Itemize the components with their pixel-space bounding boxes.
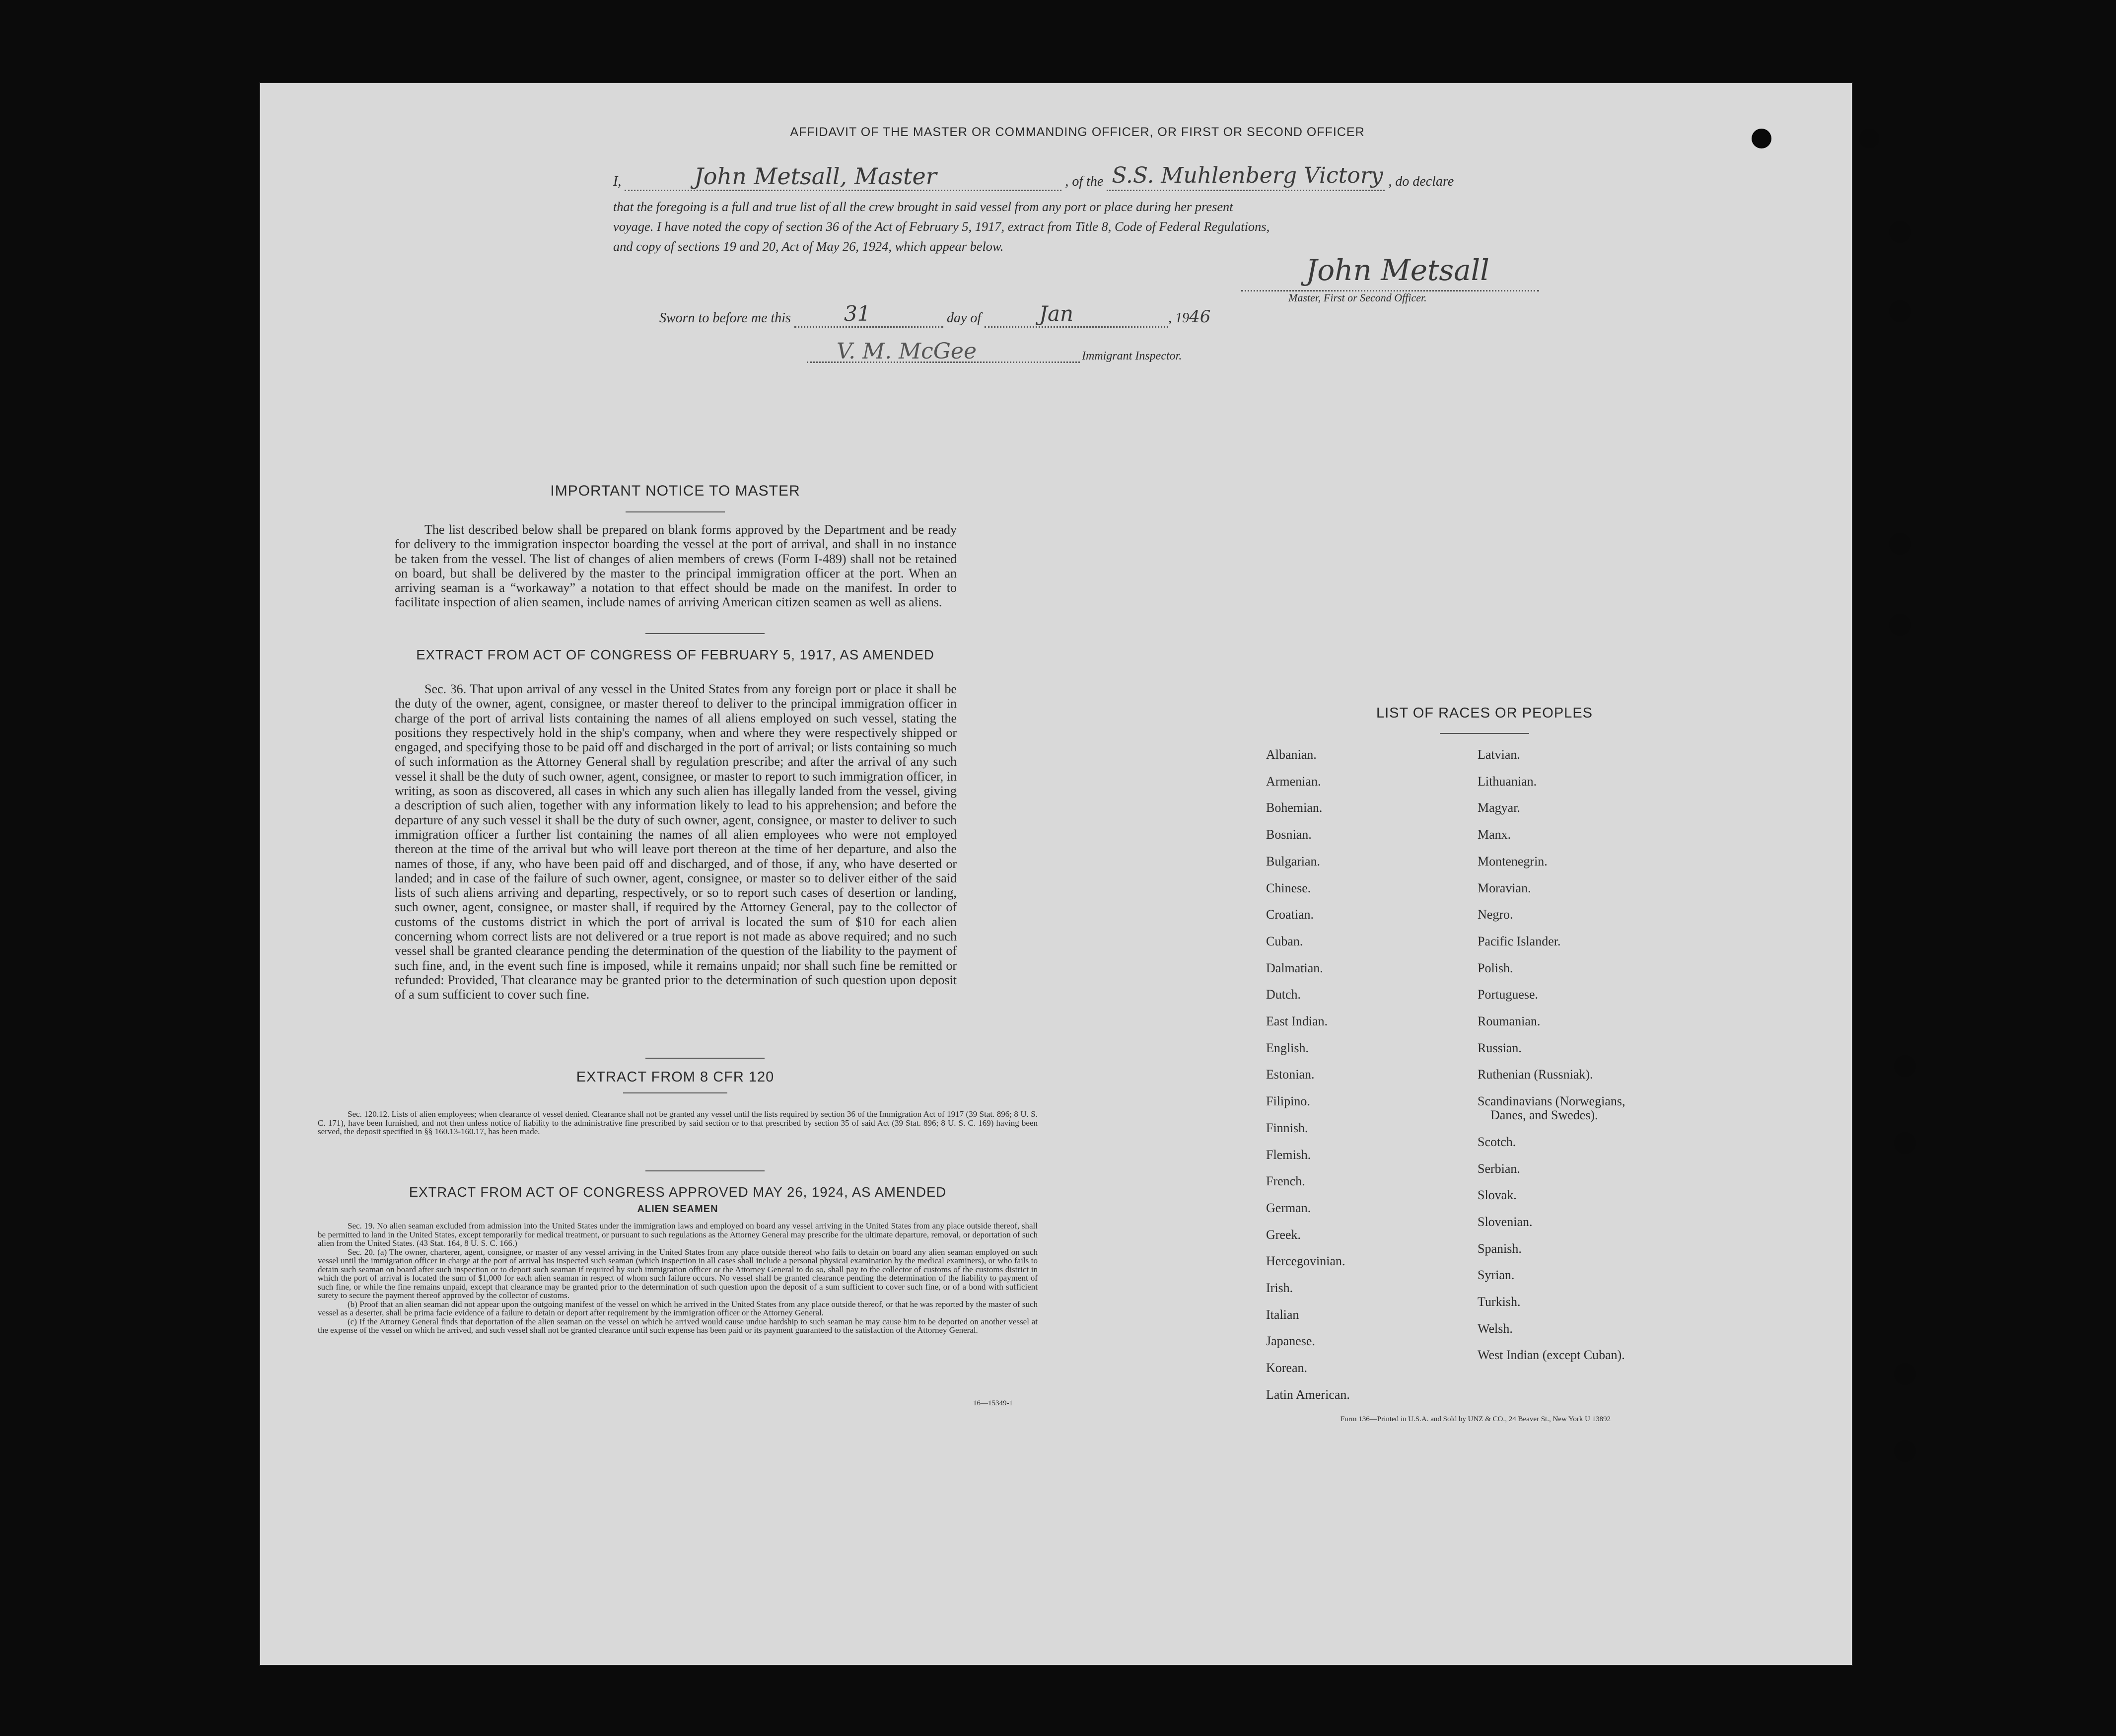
race-item: Croatian. — [1266, 907, 1314, 922]
extract-1917-text: Sec. 36. That upon arrival of any vessel in the United States from any foreign port or place it shall be the duty of the owner, agent, consignee, or master thereof to deliver to the principal immigration officer in charge of the port of arrival lists containing the names of all aliens employed on such vessel, stating the positions they respectively hold in the ship's company, when and where they were respectively shipped or engaged, and specifying those to be paid off and discharged in the port of arrival; or lists containing so much of such information as the Attorney General shall by regulation prescribe; and after the arrival of any such vessel it shall be the duty of such owner, agent, consignee, or master to report to such immigration officer, in writing, as soon as discovered, all cases in which any such alien has illegally landed from the vessel, giving a description of such alien, together with any information likely to lead to his apprehension; and before the departure of any such vessel it shall be the duty of such owner, agent, consignee, or master to deliver to such immigration officer a further list containing the names of all alien employees who were not employed thereon at the time of the arrival but who will leave port thereon at the time of her departure, and also the names of those, if any, who have been paid off and discharged, and of those, if any, who have deserted or landed; and in case of the failure of such owner, agent, consignee, or master so to deliver either of the said lists of such aliens arriving and departing, respectively, or so to report such cases of desertion or landing, such owner, agent, consignee, or master shall, if required by the Attorney General, pay to the collector of customs of the customs district in which the port of arrival is located the sum of $10 for each alien concerning whom correct lists are not delivered or a true report is not made as above required; and no such vessel shall be granted clearance pending the determination of the question of the liability to the payment of such fine, and, in the event such fine is imposed, while it remains unpaid; nor shall such fine be remitted or refunded: Provided, That clearance may be granted prior to the determination of such question upon deposit of a sum sufficient to cover such fine. — [395, 682, 957, 1002]
race-item: Polish. — [1478, 960, 1513, 975]
punch-hole — [1894, 1132, 1916, 1154]
race-item: Bohemian. — [1266, 800, 1323, 815]
race-item: German. — [1266, 1200, 1311, 1215]
race-item: Scandinavians (Norwegians, — [1478, 1094, 1625, 1109]
sec19-text: Sec. 19. No alien seaman excluded from admission into the United States under the immigration laws and employed on board any vessel arriving in the United States from any place outside thereof, shall be permitted to land in the United States, except temporarily for medical treatment, or pursuant to such regulations as the Attorney General may prescribe for the ultimate departure, removal, or deportation of such alien from the United States. (43 Stat. 164, 8 U. S. C. 166.) — [318, 1221, 1038, 1248]
race-item: Dutch. — [1266, 987, 1301, 1002]
form-code: 16—15349-1 — [973, 1399, 1013, 1407]
affidavit-title: AFFIDAVIT OF THE MASTER OR COMMANDING OFFICER, OR FIRST OR SECOND OFFICER — [790, 125, 1365, 139]
race-item: Latin American. — [1266, 1387, 1350, 1402]
race-item: English. — [1266, 1040, 1309, 1055]
races-left-column — [1266, 747, 1475, 1408]
vessel-field — [1107, 163, 1385, 191]
year-prefix: , 19 — [1168, 310, 1190, 326]
race-item: Negro. — [1478, 907, 1513, 922]
race-item: Portuguese. — [1478, 987, 1539, 1002]
punch-hole — [1889, 300, 1911, 322]
vessel-name: S.S. Muhlenberg Victory — [1112, 163, 1383, 188]
race-item: Filipino. — [1266, 1094, 1310, 1109]
master-name-field — [625, 163, 1061, 191]
race-item: East Indian. — [1266, 1014, 1328, 1028]
race-item: West Indian (except Cuban). — [1478, 1348, 1625, 1363]
race-item: French. — [1266, 1174, 1305, 1189]
sworn-day: 31 — [844, 301, 871, 326]
extract-cfr-text: Sec. 120.12. Lists of alien employees; when clearance of vessel denied. Clearance shall not be granted any vessel until the lists required by section 36 of the Immigration Act of 1917 (39 Stat. 896; 8 U. S. C. 171), have been furnished, and not then unless notice of liability to the administrative fine prescribed by said section or to that prescribed by section 35 of said Act (39 Stat. 896; 8 U. S. C. 169) having been served, the deposit specified in §§ 160.13-160.17, has been made. — [318, 1109, 1038, 1136]
master-signature-block — [1241, 253, 1539, 304]
master-name: John Metsall, Master — [694, 163, 937, 190]
race-item: Montenegrin. — [1478, 854, 1548, 868]
footer-imprint: Form 136—Printed in U.S.A. and Sold by UNZ & CO., 24 Beaver St., New York U 13892 — [1340, 1415, 1611, 1423]
extract-1924-title: EXTRACT FROM ACT OF CONGRESS APPROVED MAY 26, 1924, AS AMENDED — [409, 1184, 947, 1200]
punch-hole — [1752, 129, 1771, 148]
extract-1924-subtitle: ALIEN SEAMEN — [637, 1204, 718, 1215]
divider — [623, 1092, 727, 1093]
divider — [1440, 733, 1529, 734]
punch-hole — [1889, 221, 1911, 243]
sworn-year: 46 — [1189, 307, 1211, 327]
race-item: Cuban. — [1266, 934, 1303, 948]
punch-hole — [1889, 614, 1911, 636]
race-item: Pacific Islander. — [1478, 934, 1561, 948]
race-item: Greek. — [1266, 1227, 1301, 1242]
race-item: Ruthenian (Russniak). — [1478, 1067, 1593, 1082]
affidavit-declaration — [613, 163, 1547, 256]
race-item: Danes, and Swedes). — [1490, 1108, 1598, 1123]
race-item: Lithuanian. — [1478, 774, 1537, 789]
race-item: Spanish. — [1478, 1241, 1522, 1256]
race-item: Italian — [1266, 1307, 1299, 1322]
punch-hole — [1889, 533, 1911, 555]
of-the-label: , of the — [1065, 174, 1104, 189]
divider — [645, 633, 765, 634]
extract-1917-title: EXTRACT FROM ACT OF CONGRESS OF FEBRUARY 5, 1917, AS AMENDED — [416, 647, 934, 662]
race-item: Latvian. — [1478, 747, 1520, 762]
inspector-caption: Immigrant Inspector. — [1082, 350, 1182, 362]
punch-hole — [1894, 1363, 1916, 1385]
race-item: Chinese. — [1266, 880, 1311, 895]
inspector-line — [807, 339, 1182, 364]
punch-hole — [1894, 1055, 1916, 1077]
race-item: Russian. — [1478, 1040, 1522, 1055]
sworn-line — [659, 301, 1211, 328]
race-item: Slovak. — [1478, 1188, 1517, 1203]
master-signature: John Metsall — [1306, 253, 1489, 287]
sec20c-text: (c) If the Attorney General finds that deportation of the alien seaman on the vessel on which he arrived would cause undue hardship to such seaman he may cause him to be deported on another vessel at the expense of the vessel on which he arrived, and such vessel shall not be granted clearance until such expense has been paid or its payment guaranteed to the satisfaction of the Attorney General. — [318, 1316, 1038, 1335]
notice-text: The list described below shall be prepared on blank forms approved by the Department and be ready for delivery to the immigration inspector boarding the vessel at the port of arrival, and shall in no instance be taken from the vessel. The list of changes of alien members of crews (Form I-489) shall not be retained on board, but shall be delivered by the master to the principal immigration officer at the port. When an arriving seaman is a “workaway” a notation to that effect should be made on the manifest. In order to facilitate inspection of alien seamen, include names of arriving American citizen seamen as well as aliens. — [395, 522, 957, 610]
divider — [626, 511, 725, 512]
race-item: Albanian. — [1266, 747, 1317, 762]
declaration-line-4: and copy of sections 19 and 20, Act of May 26, 1924, which appear below. — [613, 239, 1004, 254]
race-item: Moravian. — [1478, 880, 1531, 895]
races-right-column — [1478, 747, 1716, 1408]
sec20b-text: (b) Proof that an alien seaman did not appear upon the outgoing manifest of the vessel on which he arrived in the United States from any place outside thereof, or that he was reported by the master of such vessel as a deserter, shall be prima facie evidence of a failure to detain or deport after requirement by the immigration officer or the Attorney General. — [318, 1299, 1038, 1317]
divider — [645, 1170, 765, 1171]
race-item: Flemish. — [1266, 1147, 1311, 1162]
sworn-day-field — [794, 301, 943, 328]
race-item: Finnish. — [1266, 1120, 1308, 1135]
race-item: Slovenian. — [1478, 1214, 1533, 1229]
race-item: Irish. — [1266, 1281, 1293, 1295]
signature-caption: Master, First or Second Officer. — [1288, 291, 1427, 304]
punch-hole — [1894, 1440, 1916, 1462]
race-item: Dalmatian. — [1266, 960, 1323, 975]
race-item: Turkish. — [1478, 1295, 1521, 1309]
i-label: I, — [613, 174, 622, 189]
extract-cfr-title: EXTRACT FROM 8 CFR 120 — [576, 1069, 775, 1085]
race-item: Scotch. — [1478, 1134, 1516, 1149]
divider — [645, 1058, 765, 1059]
inspector-field — [807, 339, 1080, 364]
sec20a-text: Sec. 20. (a) The owner, charterer, agent, consignee, or master of any vessel arriving in the United States from any place outside thereof who fails to detain on board any alien seaman employed on such vessel until the immigration officer in charge at the port of arrival has inspected such seaman (which inspection in all cases shall include a personal physical examination by the medical examiners), or who fails to detain such seaman on board after such inspection or to deport such seaman if required by such immigration officer or the Attorney General to do so, shall pay to the collector of customs of the customs district in which the port of arrival is located the sum of $1,000 for each alien seaman in respect of whom such failure occurs. No vessel shall be granted clearance pending the determination of the liability to payment of such fine, or while the fine remains unpaid, except that clearance may be granted prior to the determination of such question upon the deposit of a sum sufficient to cover such fine, or of a bond with sufficient surety to secure the payment thereof approved by the collector of customs. — [318, 1247, 1038, 1300]
race-item: Roumanian. — [1478, 1014, 1541, 1028]
race-item: Manx. — [1478, 827, 1511, 842]
race-item: Welsh. — [1478, 1321, 1513, 1336]
race-item: Korean. — [1266, 1361, 1308, 1375]
extract-1924-body — [318, 1222, 1038, 1335]
race-item: Magyar. — [1478, 800, 1520, 815]
race-item: Japanese. — [1266, 1334, 1315, 1349]
declaration-line-2: that the foregoing is a full and true list of all the crew brought in said vessel from any port or place during her present — [613, 199, 1233, 214]
race-item: Armenian. — [1266, 774, 1321, 789]
inspector-signature: V. M. McGee — [837, 339, 977, 364]
race-item: Bulgarian. — [1266, 854, 1321, 868]
race-item: Hercegovinian. — [1266, 1254, 1345, 1269]
races-title: LIST OF RACES OR PEOPLES — [1376, 705, 1593, 721]
race-item: Bosnian. — [1266, 827, 1312, 842]
declaration-line-3: voyage. I have noted the copy of section 36 of the Act of February 5, 1917, extract from Title 8, Code of Federal Regulations, — [613, 219, 1270, 234]
sworn-month: Jan — [1039, 301, 1074, 326]
race-item: Serbian. — [1478, 1161, 1520, 1176]
punch-hole — [1859, 129, 1879, 148]
race-item: Syrian. — [1478, 1268, 1515, 1283]
race-item: Estonian. — [1266, 1067, 1315, 1082]
do-declare-label: , do declare — [1388, 174, 1454, 189]
sworn-label: Sworn to before me this — [659, 310, 791, 326]
sworn-month-field — [985, 301, 1168, 328]
day-of-label: day of — [946, 310, 982, 326]
notice-title: IMPORTANT NOTICE TO MASTER — [550, 483, 800, 499]
